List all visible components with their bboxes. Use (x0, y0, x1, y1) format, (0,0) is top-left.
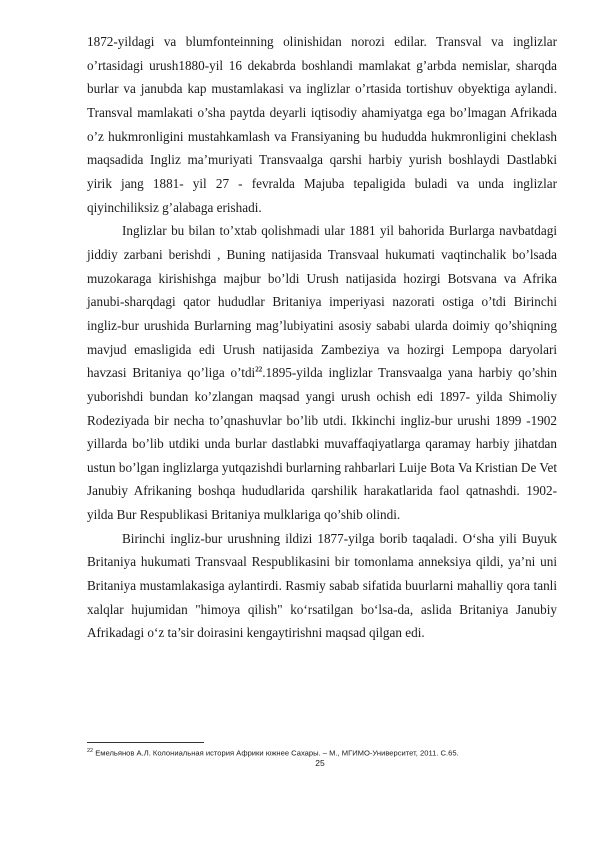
paragraph-1: 1872-yildagi va blumfonteinning olinishidan norozi edilar. Transval va inglizlar o’rtasidagi urush1880-yil 16 dekabrda boshlandi mamlakat g’arbda nemislar, sharqda burlar va janubda kap mustamlakasi va inglizlar o’rtasida tortishuv obyektiga aylandi. Transval mamlakati o’sha paytda deyarli iqtisodiy ahamiyatga ega bo’lmagan Afrikada o’z hukmronligini mustahkamlash va Fransiyaning bu hududda hukmronligini cheklash maqsadida Ingliz ma’muriyati Transvaalga qarshi harbiy yurish boshlaydi Dastlabki yirik jang 1881- yil 27 - fevralda Majuba tepaligida buladi va unda inglizlar qiyinchiliksiz g’alabaga erishadi. (87, 34, 557, 215)
paragraph-2-text-end: .1895-yilda inglizlar Transvaalga yana harbiy qo’shin yuborishdi bundan ko’zlangan maqsad yangi urush ochish edi 1897- yilda Shimoliy Rodeziyada bir necha to’qnashuvlar bo’lib utdi. Ikkinchi ingliz-bur urushi 1899 -1902 yillarda bo’lib utdiki unda burlar dastlabki muvaffaqiyatlarga qaramay harbiy jihatdan ustun bo’lgan inglizlarga yutqazishdi burlarning rahbarlari Luije Bota Va Kristian De Vet Janubiy Afrikaning boshqa hududlarida qarshilik harakatlarida faol qatnashdi. 1902- yilda Bur Respublikasi Britaniya mulklariga qo’shib olindi. (87, 365, 557, 523)
footnote-marker: 22 (87, 748, 94, 754)
footnote-text: Емельянов А.Л. Колониальная история Африки южнее Сахары. – М., МГИМО-Университет, 2011. С.65. (93, 748, 459, 758)
paragraph-2 (87, 219, 557, 527)
footnote-reference[interactable]: 22 (255, 365, 263, 374)
paragraph-3: Birinchi ingliz-bur urushning ildizi 1877-yilga borib taqaladi. O‘sha yili Buyuk Britaniya hukumati Transvaal Respublikasini bir tomonlama anneksiya qildi, ya’ni uni Britaniya mustamlakasiga aylantirdi. Rasmiy sabab sifatida buurlarni mahalliy qora tanli xalqlar hujumidan "himoya qilish" ko‘rsatilgan bo‘lsa-da, aslida Britaniya Janubiy Afrikadagi o‘z ta’sir doirasini kengaytirishni maqsad qilgan edi. (87, 530, 557, 641)
body-text (87, 30, 557, 645)
footnote-divider (87, 742, 204, 743)
footnote (87, 746, 557, 759)
paragraph-2-text-start: Inglizlar bu bilan to’xtab qolishmadi ular 1881 yil bahorida Burlarga navbatdagi jiddiy zarbani berishdi , Buning natijasida Transvaal hukumati vaqtinchalik bo’lsada muzokaraga kirishishga majbur bo’ldi Urush natijasida hozirgi Botsvana va Afrika janubi-sharqdagi qator hududlar Britaniya imperiyasi nazorati ostiga o’tdi Birinchi ingliz-bur urushida Burlarning mag’lubiyatini asosiy sababi ularda doimiy qo’shiqning mavjud emasligida edi Urush natijasida Zambeziya va hozirgi Lempopa daryolari havzasi Britaniya qo’liga o’tdi (87, 223, 557, 381)
page-number: 25 (315, 758, 325, 768)
